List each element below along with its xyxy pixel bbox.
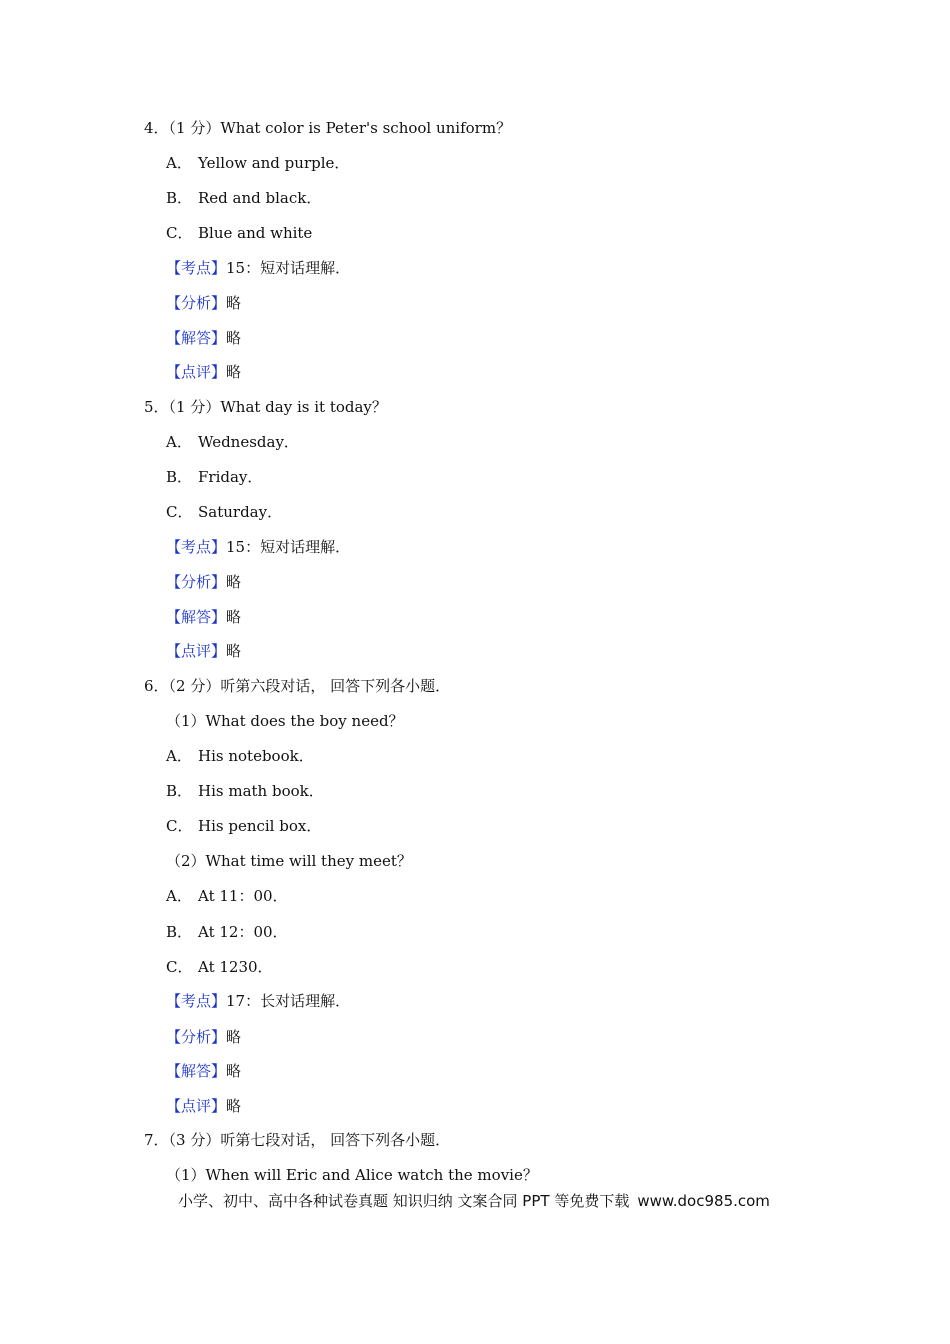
fenxi-row <box>166 572 241 592</box>
fenxi-label: 【分析】 <box>166 1028 227 1046</box>
option-letter: C． <box>166 503 193 521</box>
fenxi-label: 【分析】 <box>166 294 227 312</box>
question-text: 听第六段对话， 回答下列各小题． <box>220 677 451 695</box>
jieda-row <box>166 328 241 348</box>
question-score: （2 分） <box>168 677 221 695</box>
jieda-label: 【解答】 <box>166 1062 227 1080</box>
option-text: His pencil box． <box>198 817 322 835</box>
dianping-label: 【点评】 <box>166 642 227 660</box>
question-7 <box>144 1130 450 1150</box>
question-6 <box>144 676 450 696</box>
option-c <box>166 816 321 836</box>
jieda-row <box>166 607 241 627</box>
option-text: His notebook． <box>198 747 314 765</box>
option-a <box>166 886 288 906</box>
option-b <box>166 781 324 801</box>
option-text: At 1230． <box>198 958 273 976</box>
fenxi-text: 略 <box>226 294 242 312</box>
option-text: Yellow and purple． <box>198 154 350 172</box>
option-text: At 12：00． <box>198 923 288 941</box>
option-a <box>166 432 299 452</box>
footer-text: 小学、初中、高中各种试卷真题 知识归纳 文案合同 PPT 等免费下载 <box>178 1192 630 1210</box>
option-letter: A． <box>166 887 192 905</box>
option-text: His math book． <box>198 782 324 800</box>
kaodian-label: 【考点】 <box>166 992 227 1010</box>
kaodian-row <box>166 991 350 1011</box>
kaodian-text: 15：短对话理解． <box>226 538 351 556</box>
option-text: Friday． <box>198 468 263 486</box>
question-text: What day is it today？ <box>220 398 387 416</box>
kaodian-label: 【考点】 <box>166 538 227 556</box>
dianping-text: 略 <box>226 363 242 381</box>
kaodian-text: 15：短对话理解． <box>226 259 351 277</box>
option-letter: A． <box>166 154 192 172</box>
option-text: Wednesday． <box>198 433 299 451</box>
jieda-text: 略 <box>226 1062 242 1080</box>
dianping-text: 略 <box>226 642 242 660</box>
jieda-row <box>166 1061 241 1081</box>
kaodian-text: 17：长对话理解． <box>226 992 351 1010</box>
dianping-row <box>166 641 241 661</box>
kaodian-row <box>166 258 350 278</box>
option-letter: B． <box>166 468 193 486</box>
option-c <box>166 223 312 243</box>
fenxi-text: 略 <box>226 1028 242 1046</box>
option-b <box>166 922 288 942</box>
option-a <box>166 153 349 173</box>
fenxi-row <box>166 293 241 313</box>
question-number: 4． <box>144 119 169 137</box>
option-text: At 11：00． <box>198 887 288 905</box>
option-letter: B． <box>166 189 193 207</box>
sub-question-2: （2）What time will they meet？ <box>166 852 412 870</box>
dianping-label: 【点评】 <box>166 1097 227 1115</box>
question-4 <box>144 118 511 138</box>
question-score: （1 分） <box>168 398 221 416</box>
option-letter: A． <box>166 747 192 765</box>
question-number: 7． <box>144 1131 169 1149</box>
jieda-text: 略 <box>226 329 242 347</box>
kaodian-label: 【考点】 <box>166 259 227 277</box>
jieda-text: 略 <box>226 608 242 626</box>
option-b <box>166 467 262 487</box>
dianping-row <box>166 1096 241 1116</box>
option-letter: C． <box>166 817 193 835</box>
kaodian-row <box>166 537 350 557</box>
option-a <box>166 746 314 766</box>
option-c <box>166 502 282 522</box>
question-text: What color is Peter's school uniform？ <box>220 119 512 137</box>
option-b <box>166 188 321 208</box>
dianping-text: 略 <box>226 1097 242 1115</box>
question-number: 6． <box>144 677 169 695</box>
question-score: （3 分） <box>168 1131 221 1149</box>
sub-question-1: （1）What does the boy need？ <box>166 712 404 730</box>
jieda-label: 【解答】 <box>166 329 227 347</box>
question-number: 5． <box>144 398 169 416</box>
option-text: Red and black． <box>198 189 322 207</box>
sub-question-1: （1）When will Eric and Alice watch the movie？ <box>166 1166 538 1184</box>
option-letter: A． <box>166 433 192 451</box>
page-footer <box>178 1191 770 1211</box>
fenxi-label: 【分析】 <box>166 573 227 591</box>
option-letter: B． <box>166 782 193 800</box>
question-5 <box>144 397 387 417</box>
jieda-label: 【解答】 <box>166 608 227 626</box>
fenxi-text: 略 <box>226 573 242 591</box>
footer-url[interactable]: www.doc985.com <box>637 1192 770 1210</box>
dianping-label: 【点评】 <box>166 363 227 381</box>
option-text: Blue and white <box>198 224 313 242</box>
question-text: 听第七段对话， 回答下列各小题． <box>220 1131 451 1149</box>
option-letter: C． <box>166 958 193 976</box>
option-letter: B． <box>166 923 193 941</box>
option-text: Saturday． <box>198 503 283 521</box>
option-c <box>166 957 273 977</box>
dianping-row <box>166 362 241 382</box>
fenxi-row <box>166 1027 241 1047</box>
question-score: （1 分） <box>168 119 221 137</box>
option-letter: C． <box>166 224 193 242</box>
